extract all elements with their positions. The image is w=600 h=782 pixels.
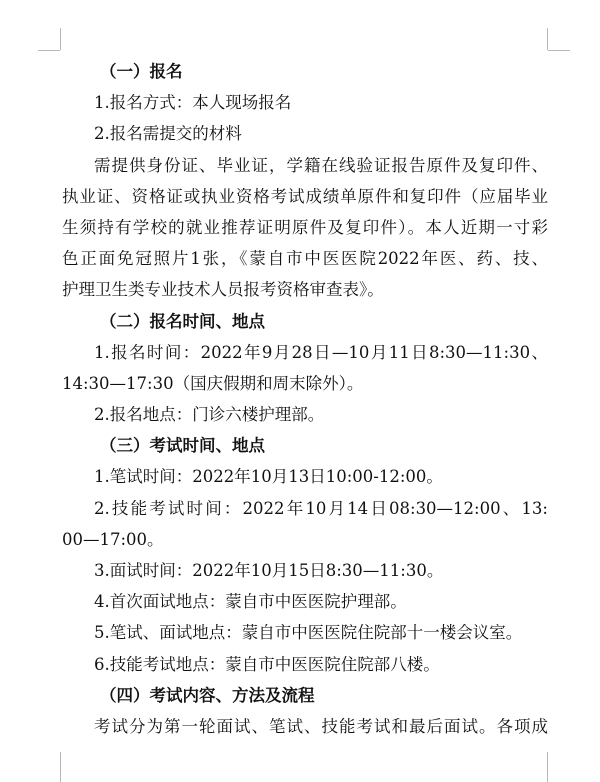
paragraph-line: 考试分为第一轮面试、笔试、技能考试和最后面试。各项成	[94, 716, 548, 736]
document-body	[62, 56, 548, 742]
paragraph-line: 色正面免冠照片1张，《蒙自市中医医院2022年医、药、技、	[62, 249, 548, 269]
section-heading: （三）考试时间、地点	[100, 436, 265, 456]
list-item: 5.笔试、面试地点：蒙自市中医医院住院部十一楼会议室。	[94, 623, 523, 643]
list-item: 6.技能考试地点：蒙自市中医医院住院部八楼。	[94, 654, 440, 674]
section-heading: （二）报名时间、地点	[100, 311, 265, 331]
section-heading: （一）报名	[100, 62, 183, 81]
list-item: 3.面试时间：2022年10月15日8:30—11:30。	[94, 561, 444, 580]
corner-mark-bottom-left	[60, 752, 61, 782]
paragraph-line: 14:30—17:30（国庆假期和周末除外）。	[62, 373, 364, 393]
list-item: 2.报名需提交的材料	[94, 124, 242, 144]
corner-mark-top-left	[60, 28, 61, 50]
list-item: 2.报名地点：门诊六楼护理部。	[94, 405, 325, 425]
paragraph-line: 00—17:00。	[62, 529, 164, 549]
list-item: 2.技能考试时间：2022年10月14日08:30—12:00、13:	[94, 498, 548, 518]
corner-mark-top-right	[548, 50, 570, 51]
list-item: 1.笔试时间：2022年10月13日10:00-12:00。	[94, 467, 443, 487]
paragraph-line: 护理卫生类专业技术人员报考资格审查表》。	[62, 280, 384, 300]
section-heading: （四）考试内容、方法及流程	[100, 685, 315, 705]
corner-mark-top-right	[547, 28, 548, 50]
list-item: 1.报名方式：本人现场报名	[94, 93, 292, 113]
corner-mark-bottom-right	[547, 752, 548, 782]
paragraph-line: 执业证、资格证或执业资格考试成绩单原件和复印件（应届毕业	[62, 186, 548, 206]
corner-mark-top-left	[38, 50, 60, 51]
list-item: 4.首次面试地点：蒙自市中医医院护理部。	[94, 592, 407, 612]
paragraph-line: 生须持有学校的就业推荐证明原件及复印件）。本人近期一寸彩	[62, 217, 548, 237]
list-item: 1.报名时间：2022年9月28日—10月11日8:30—11:30、	[94, 342, 548, 362]
paragraph-line: 需提供身份证、毕业证，学籍在线验证报告原件及复印件、	[94, 155, 548, 175]
